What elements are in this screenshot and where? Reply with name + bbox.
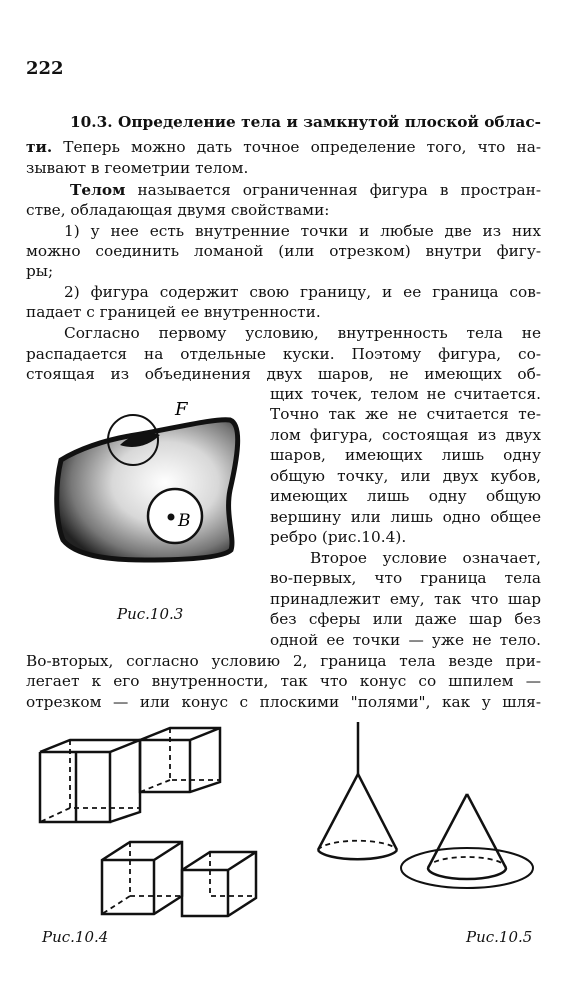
section-line-3: зывают в геометрии телом.: [26, 159, 249, 177]
page-number: 222: [26, 58, 64, 79]
property-1-line-3: ры;: [26, 262, 54, 280]
definition-line-2: стве, обладающая двумя свойствами:: [26, 201, 330, 219]
paragraph-line: распадается на отдельные куски. Поэтому фигура, со-: [26, 345, 541, 363]
wrap-line: щих точек, телом не считается.: [270, 385, 541, 403]
tail-line: Во-вторых, согласно условию 2, граница тела везде при-: [26, 652, 541, 670]
cone-with-spike: [318, 722, 397, 859]
wrap-line: Второе условие означает,: [310, 549, 541, 567]
wrap-line: вершину или лишь одно общее: [270, 508, 541, 526]
figure-10-4-caption: Рис.10.4: [42, 928, 109, 946]
property-2-line-1: 2) фигура содержит свою границу, и ее граница сов-: [64, 283, 541, 301]
cone-with-brim: [401, 794, 533, 888]
cube-1: [40, 740, 140, 822]
wrap-line: общую точку, или двух кубов,: [270, 467, 541, 485]
cube-3: [102, 842, 182, 914]
property-2-line-2: падает с границей ее внутренности.: [26, 303, 321, 321]
wrap-line: во-первых, что граница тела: [270, 569, 541, 587]
wrap-line: одной ее точки — уже не тело.: [270, 631, 541, 649]
section-heading-line-1: [26, 112, 541, 132]
figure-10-3: [25, 390, 270, 600]
section-line-2: [26, 137, 541, 157]
section-heading-end: ти.: [26, 138, 53, 156]
figure-10-4: [30, 720, 265, 930]
point-b: [168, 514, 175, 521]
definition-line-1: [26, 180, 541, 200]
wrap-line: лом фигура, состоящая из двух: [270, 426, 541, 444]
section-heading: 10.3. Определение тела и замкнутой плоской облас-: [70, 113, 541, 131]
wrap-line: принадлежит ему, так что шар: [270, 590, 541, 608]
tail-line: отрезком — или конус с плоскими "полями", как у шля-: [26, 693, 541, 711]
section-text: Теперь можно дать точное определение того, что на-: [52, 138, 541, 156]
figure-10-3-caption: Рис.10.3: [117, 605, 184, 623]
paragraph-line: стоящая из объединения двух шаров, не имеющих об-: [26, 365, 541, 383]
cube-2: [140, 728, 220, 792]
definition-term: Телом: [70, 181, 126, 199]
paragraph-line: Согласно первому условию, внутренность тела не: [64, 324, 541, 342]
wrap-line: имеющих лишь одну общую: [270, 487, 541, 505]
wrap-line: шаров, имеющих лишь одну: [270, 446, 541, 464]
figure-10-5: [300, 722, 535, 912]
label-b: B: [178, 511, 191, 531]
ball-b: [148, 489, 202, 543]
tail-line: легает к его внутренности, так что конус со шпилем —: [26, 672, 541, 690]
label-f: F: [175, 399, 188, 420]
wrap-line: ребро (рис.10.4).: [270, 528, 407, 546]
wrap-line: Точно так же не считается те-: [270, 405, 541, 423]
definition-text: называется ограниченная фигура в простран-: [125, 181, 541, 199]
wrap-line: без сферы или даже шар без: [270, 610, 541, 628]
cube-4: [182, 852, 256, 916]
figure-10-5-caption: Рис.10.5: [466, 928, 533, 946]
property-1-line-1: 1) у нее есть внутренние точки и любые две из них: [64, 222, 541, 240]
property-1-line-2: можно соединить ломаной (или отрезком) внутри фигу-: [26, 242, 541, 260]
